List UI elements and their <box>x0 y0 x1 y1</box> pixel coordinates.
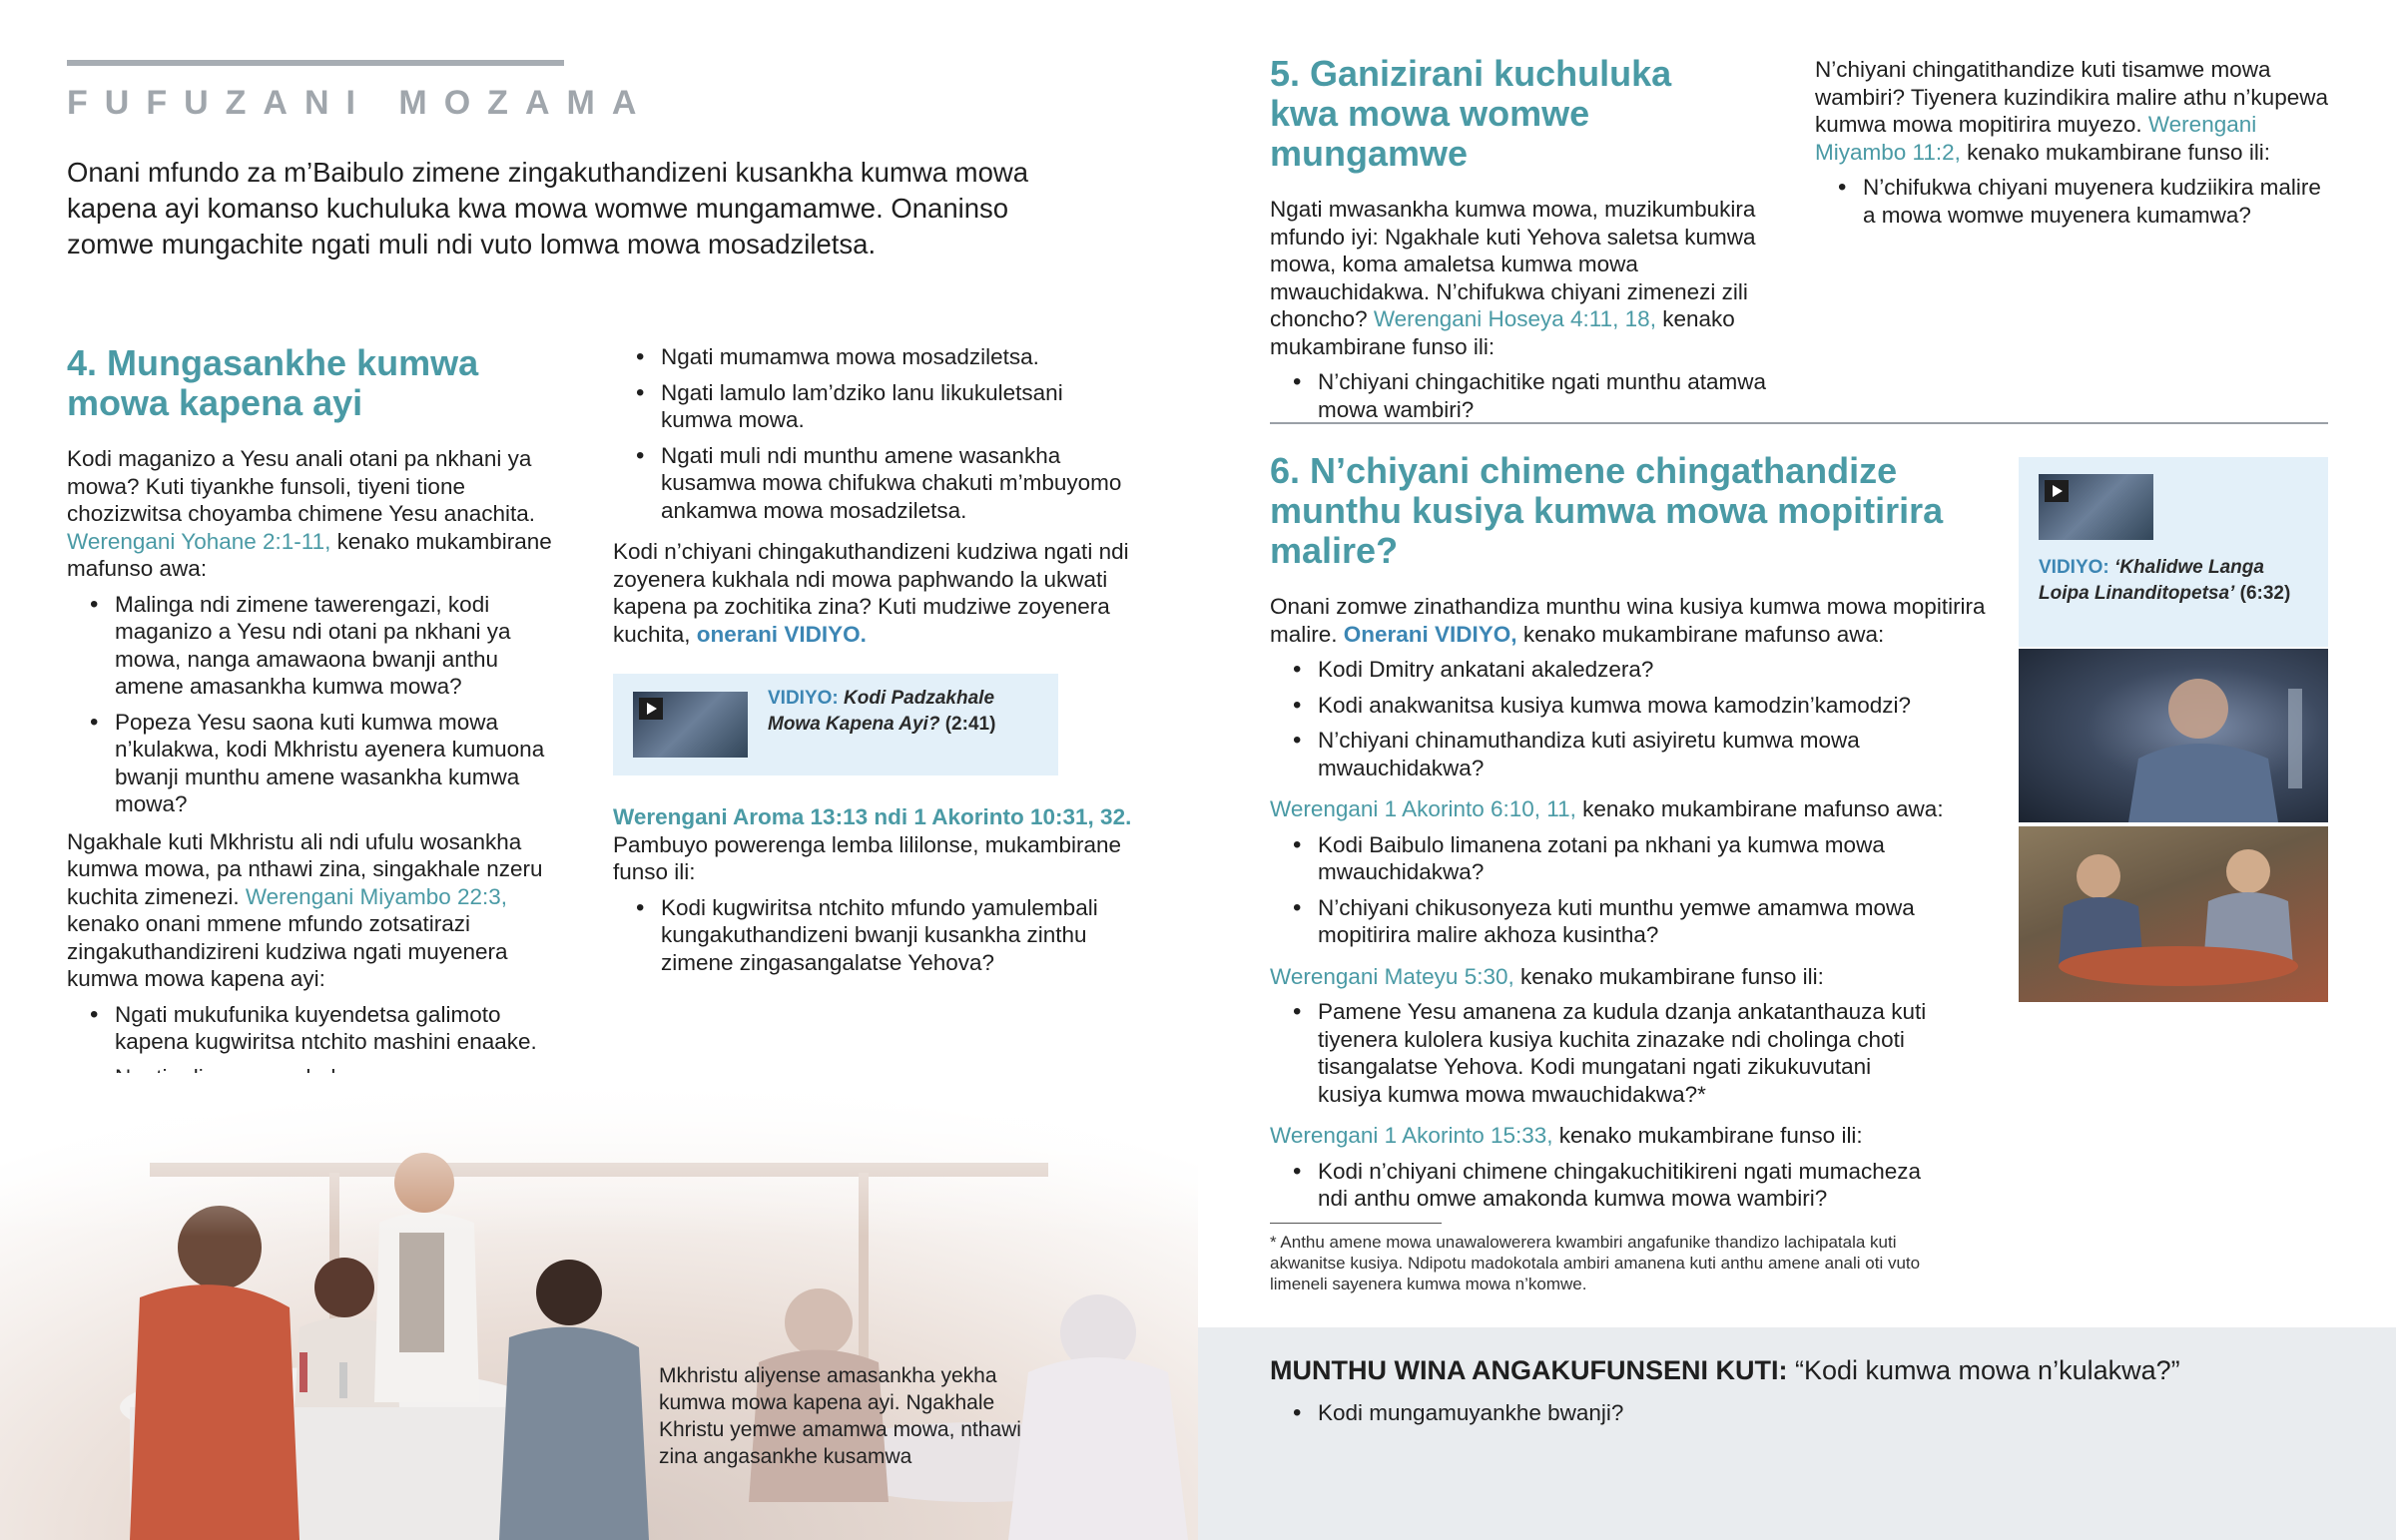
video-thumbnail-1[interactable] <box>633 692 748 758</box>
section-6-questions-4 <box>1270 1158 1929 1213</box>
discussion-box <box>1198 1327 2396 1540</box>
section-4-title: 4. Mungasankhe kumwa mowa kapena ayi <box>67 342 479 423</box>
video-still-family <box>2019 826 2328 1002</box>
scripture-link-mateyu[interactable]: Werengani Mateyu 5:30, <box>1270 963 1514 989</box>
list-item: • Ngati muli ndi munthu amene wasankha kusamwa mowa chifukwa chakuti m’mbuyomo ankamwa mowa mosadziletsa. <box>613 442 1132 525</box>
section-4-questions-2 <box>613 894 1132 977</box>
section-6-paragraph-3: Werengani Mateyu 5:30, kenako mukambirane funso ili: <box>1270 963 1824 989</box>
section-5-paragraph-2: N’chiyani chingatithandize kuti tisamwe mowa wambiri? Tiyenera kuzindikira malire athu n’kupewa kumwa mowa mopitirira muyezo. Werengani Miyambo 11:2, kenako mukambirane funso ili: <box>1815 57 2328 165</box>
footnote-rule <box>1270 1223 1442 1224</box>
section-4-column-2 <box>613 343 1132 986</box>
section-6-main <box>1270 451 1989 1294</box>
list-item: • Kodi mungamuyankhe bwanji? <box>1270 1399 2268 1427</box>
header-rule <box>67 60 564 66</box>
list-item: • Ngati mukufunika kuyendetsa galimoto kapena kugwiritsa ntchito mashini enaake. <box>67 1001 571 1056</box>
section-5-column-2 <box>1815 56 2334 239</box>
section-6-questions-3 <box>1270 998 1929 1108</box>
list-item: • Kodi kugwiritsa ntchito mfundo yamulembali kungakuthandizeni bwanji kusankha zinthu zimene zingasangalatse Yehova? <box>613 894 1132 977</box>
scripture-link-miyambo[interactable]: Werengani Miyambo 22:3, <box>245 883 508 909</box>
scripture-link-akorinto-15[interactable]: Werengani 1 Akorinto 15:33, <box>1270 1123 1553 1148</box>
restaurant-illustration <box>0 1073 1198 1540</box>
list-item: • N’chiyani chikusonyeza kuti munthu yemwe amamwa mowa mopitirira malire akhoza kusintha? <box>1270 894 1929 949</box>
list-item: • Pamene Yesu amanena za kudula dzanja ankatanthauza kuti tiyenera kulolera kusiya kuchita zinazake ndi cholinga choti tisangalatse Yehova. Kodi mungatani ngati zikukuvutani kusiya kumwa mowa mwauchidakwa?* <box>1270 998 1929 1108</box>
section-4-conditions-2 <box>613 343 1132 524</box>
section-5-questions-1 <box>1270 368 1779 423</box>
video-card-2[interactable] <box>2019 457 2328 647</box>
intro-paragraph: Onani mfundo za m’Baibulo zimene zingakuthandizeni kusankha kumwa mowa kapena ayi komanso kuchuluka kwa mowa womwe mungamamwe. Onaninso zomwe mungachite ngati muli ndi vuto lomwa mowa mosadziletsa. <box>67 157 1029 259</box>
section-5-paragraph-1: Ngati mwasankha kumwa mowa, muzikumbukira mfundo iyi: Ngakhale kuti Yehova saletsa kumwa mowa, koma amaletsa kumwa mowa mwauchidakwa. N’chifukwa chiyani zimenezi zili choncho? Werengani Hoseya 4:11, 18, kenako mukambirane funso ili: <box>1270 197 1756 359</box>
section-4-questions-1 <box>67 591 571 818</box>
section-5-title: 5. Ganizirani kuchuluka kwa mowa womwe mungamwe <box>1270 53 1672 174</box>
list-item: • Popeza Yesu saona kuti kumwa mowa n’kulakwa, kodi Mkhristu ayenera kumuona bwanji munthu amene wasankha kumwa mowa? <box>67 709 571 818</box>
section-kicker: FUFUZANI MOZAMA <box>67 84 654 122</box>
section-4-paragraph-3: Kodi n’chiyani chingakuthandizeni kudziwa ngati ndi zoyenera kukhala ndi mowa paphwando la ukwati kapena pa zochitika zina? Kuti mudziwe zoyenera kuchita, onerani VIDIYO. <box>613 539 1129 647</box>
section-4-paragraph-2: Ngakhale kuti Mkhristu ali ndi ufulu wosankha kumwa mowa, pa nthawi zina, singakhale nzeru kuchita zimenezi. Werengani Miyambo 22:3, kenako onani mmene mfundo zotsatirazi zingakuthandizireni kudziwa ngati muyenera kumwa mowa kapena ayi: <box>67 828 543 991</box>
discussion-questions <box>1270 1399 2268 1435</box>
illustration-caption: Mkhristu aliyense amasankha yekha kumwa mowa kapena ayi. Ngakhale Khristu yemwe amamwa mowa, nthawi zina angasankhe kusamwa <box>659 1364 1021 1468</box>
watch-video-link[interactable]: onerani VIDIYO. <box>696 621 867 647</box>
list-item: • Kodi Dmitry ankatani akaledzera? <box>1270 656 1929 684</box>
section-6-title: 6. N’chiyani chimene chingathandize munthu kusiya kumwa mowa mopitirira malire? <box>1270 450 1944 571</box>
section-5-questions-2 <box>1815 174 2334 229</box>
video-2-caption[interactable]: VIDIYO: ‘Khalidwe Langa Loipa Linanditopetsa’ (6:32) <box>2039 557 2291 604</box>
section-divider <box>1270 422 2328 424</box>
scripture-link-miyambo-11[interactable]: Werengani Miyambo 11:2, <box>1815 112 2257 165</box>
video-1-caption[interactable]: VIDIYO: Kodi Padzakhale Mowa Kapena Ayi? (2:41) <box>768 688 996 735</box>
list-item: • Kodi n’chiyani chimene chingakuchitikireni ngati mumacheza ndi anthu omwe amakonda kumwa mowa wambiri? <box>1270 1158 1929 1213</box>
section-4-paragraph-4: Pambuyo powerenga lemba lililonse, mukambirane funso ili: <box>613 831 1122 884</box>
section-4-paragraph-1: Kodi maganizo a Yesu anali otani pa nkhani ya mowa? Kuti tiyankhe funsoli, tiyeni tione chozizwitsa choyamba chimene Yesu anachita. Werengani Yohane 2:1-11, kenako mukambirane mafunso awa: <box>67 446 552 581</box>
scripture-link-yohane[interactable]: Werengani Yohane 2:1-11, <box>67 528 331 554</box>
play-icon[interactable] <box>2045 480 2069 502</box>
scripture-link-aroma[interactable]: Werengani Aroma 13:13 ndi 1 Akorinto 10:31, 32. <box>613 804 1132 829</box>
play-icon[interactable] <box>639 698 663 720</box>
video-thumbnail-2[interactable] <box>2039 474 2153 540</box>
video-card-1[interactable] <box>613 674 1058 775</box>
list-item: • N’chifukwa chiyani muyenera kudziikira malire a mowa womwe muyenera kumamwa? <box>1815 174 2334 229</box>
list-item: • Kodi Baibulo limanena zotani pa nkhani ya kumwa mowa mwauchidakwa? <box>1270 831 1929 886</box>
list-item: • Ngati lamulo lam’dziko lanu likukuletsani kumwa mowa. <box>613 379 1132 434</box>
section-5-column-1 <box>1270 54 1779 433</box>
scripture-link-akorinto-6[interactable]: Werengani 1 Akorinto 6:10, 11, <box>1270 796 1576 821</box>
list-item: • N’chiyani chinamuthandiza kuti asiyiretu kumwa mowa mwauchidakwa? <box>1270 727 1929 781</box>
list-item: • Malinga ndi zimene tawerengazi, kodi maganizo a Yesu ndi otani pa nkhani ya mowa, nanga amawaona bwanji anthu amene amasankha kumwa mowa? <box>67 591 571 701</box>
section-4-column-1 <box>67 343 571 1164</box>
footnote: * Anthu amene mowa unawalowerera kwambiri angafunike thandizo lachipatala kuti akwanitse kusiya. Ndipotu madokotala ambiri amanena kuti anthu amene anali oti vuto limeneli sayenera kumwa mowa n’komwe. <box>1270 1232 1921 1293</box>
list-item: • N’chiyani chingachitike ngati munthu atamwa mowa wambiri? <box>1270 368 1779 423</box>
watch-video-link-2[interactable]: Onerani VIDIYO, <box>1343 621 1517 647</box>
section-6-questions-2 <box>1270 831 1929 949</box>
section-6-paragraph-1: Onani zomwe zinathandiza munthu wina kusiya kumwa mowa mopitirira malire. Onerani VIDIYO, kenako mukambirane mafunso awa: <box>1270 594 1986 647</box>
list-item: • Kodi anakwanitsa kusiya kumwa mowa kamodzin’kamodzi? <box>1270 692 1929 720</box>
section-6-paragraph-2: Werengani 1 Akorinto 6:10, 11, kenako mukambirane mafunso awa: <box>1270 796 1944 821</box>
discussion-heading: MUNTHU WINA ANGAKUFUNSENI KUTI: “Kodi kumwa mowa n’kulakwa?” <box>1270 1355 2180 1385</box>
section-6-paragraph-4: Werengani 1 Akorinto 15:33, kenako mukambirane funso ili: <box>1270 1123 1863 1148</box>
section-6-questions-1 <box>1270 656 1929 781</box>
video-still-man <box>2019 649 2328 822</box>
list-item: • Ngati mumamwa mowa mosadziletsa. <box>613 343 1132 371</box>
scripture-link-hoseya[interactable]: Werengani Hoseya 4:11, 18, <box>1373 306 1656 331</box>
